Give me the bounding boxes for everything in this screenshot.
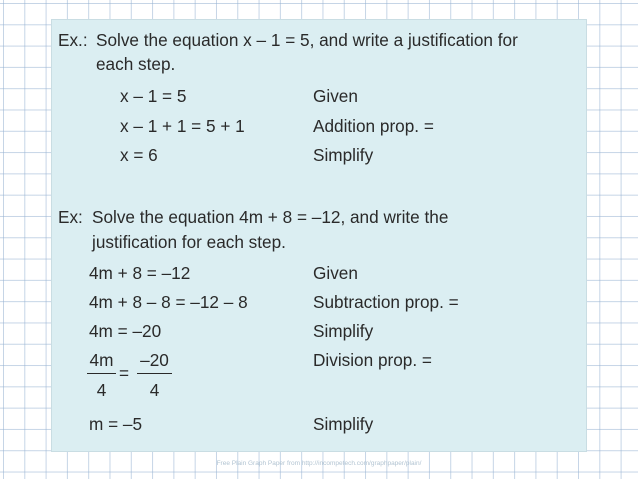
- ex2-step3-reason: Simplify: [313, 321, 374, 341]
- ex2-prompt: Solve the equation 4m + 8 = –12, and write the: [92, 207, 449, 227]
- ex1-step1-expr: x – 1 = 5: [120, 86, 187, 106]
- fraction-right-numerator: –20: [140, 350, 169, 370]
- fraction-equals: =: [119, 363, 130, 383]
- ex1-step3-reason: Simplify: [313, 145, 374, 165]
- fraction-right-bar: [137, 373, 172, 374]
- ex2-label: Ex:: [58, 207, 83, 227]
- fraction-left-bar: [87, 373, 116, 374]
- ex2-step2-reason: Subtraction prop. =: [313, 292, 459, 312]
- fraction-left-numerator: 4m: [89, 350, 114, 370]
- ex2-step3-expr: 4m = –20: [89, 321, 162, 341]
- ex1-prompt: Solve the equation x – 1 = 5, and write a justification for: [96, 30, 518, 50]
- ex1-step3-expr: x = 6: [120, 145, 158, 165]
- ex2-step4-reason: Division prop. =: [313, 350, 432, 370]
- fraction-left: [87, 350, 116, 400]
- ex2-step2-expr: 4m + 8 – 8 = –12 – 8: [89, 292, 248, 312]
- ex1-step1-reason: Given: [313, 86, 358, 106]
- ex1-step2-reason: Addition prop. =: [313, 116, 434, 136]
- ex1-step2-expr: x – 1 + 1 = 5 + 1: [120, 116, 245, 136]
- fraction-left-denominator: 4: [96, 380, 107, 400]
- ex2-step5-expr: m = –5: [89, 414, 143, 434]
- ex1-label: Ex.:: [58, 30, 88, 50]
- footer-credit: Free Plain Graph Paper from http://incompetech.com/graphpaper/plain/: [216, 460, 422, 467]
- ex2-step5-reason: Simplify: [313, 414, 374, 434]
- ex2-step1-expr: 4m + 8 = –12: [89, 263, 191, 283]
- fraction-right: [137, 350, 172, 400]
- ex2-step1-reason: Given: [313, 263, 358, 283]
- ex2-prompt-cont: justification for each step.: [92, 232, 286, 252]
- fraction-right-denominator: 4: [149, 380, 160, 400]
- ex1-prompt-cont: each step.: [96, 54, 176, 74]
